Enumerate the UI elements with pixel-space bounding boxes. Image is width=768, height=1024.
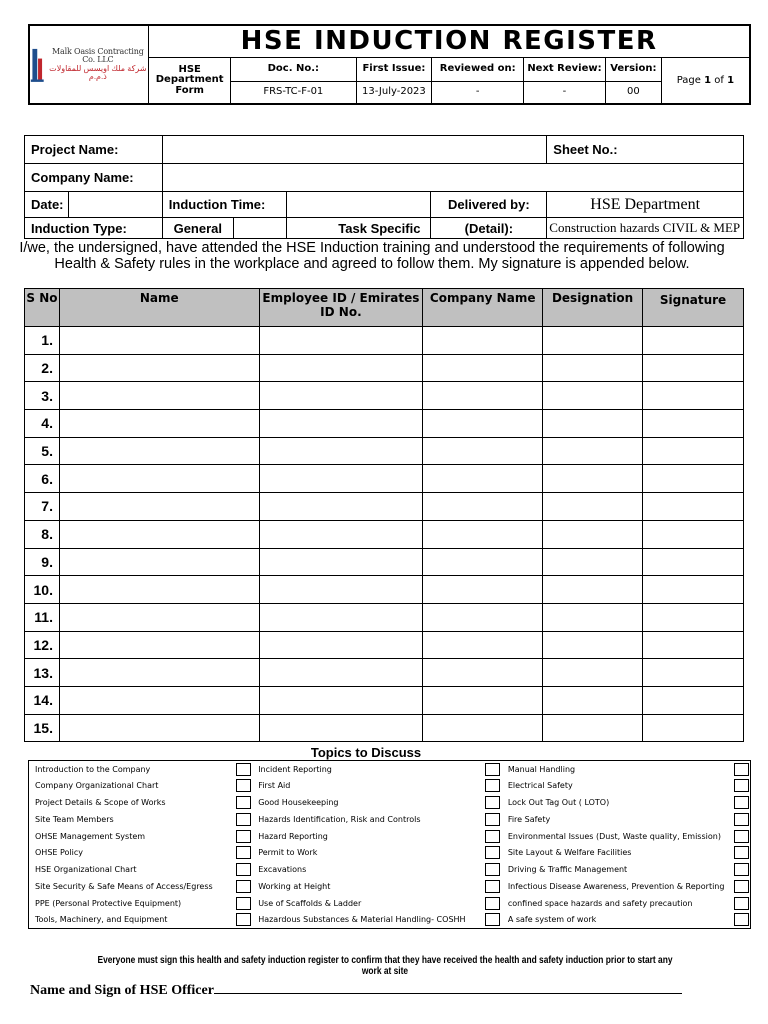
topic-checkbox-cell (484, 828, 502, 845)
topics-title: Topics to Discuss (310, 745, 422, 760)
topic-checkbox[interactable] (734, 813, 749, 826)
name-cell[interactable] (59, 576, 259, 604)
first-issue-value: 13-July-2023 (356, 82, 432, 104)
topic-label: OHSE Management System (35, 831, 146, 841)
topic-checkbox-cell (732, 912, 750, 929)
name-cell[interactable] (59, 686, 259, 714)
sheet-no-field[interactable] (547, 136, 744, 164)
topic-label: Project Details & Scope of Works (35, 797, 166, 807)
induction-type-general-cell (162, 218, 286, 239)
topic-row (29, 861, 751, 878)
page-total: 1 (727, 74, 735, 86)
topic-checkbox-cell (234, 794, 252, 811)
topic-label: Infectious Disease Awareness, Prevention & Reporting (507, 881, 725, 891)
topic-label: Introduction to the Company (35, 764, 151, 774)
topic-label: HSE Organizational Chart (35, 865, 137, 875)
table-row (25, 437, 744, 465)
topic-checkbox[interactable] (236, 897, 251, 910)
table-row (25, 493, 744, 521)
designation-cell[interactable] (543, 465, 643, 493)
table-row (25, 465, 744, 493)
logo-cell (29, 25, 149, 104)
topic-checkbox[interactable] (485, 897, 500, 910)
row-number: 12. (25, 631, 60, 659)
topic-label: OHSE Policy (35, 848, 83, 858)
topic-checkbox-cell (484, 912, 502, 929)
topic-checkbox[interactable] (734, 763, 749, 776)
date-label: Date: (25, 192, 69, 218)
declaration-text: I/we, the undersigned, have attended the HSE Induction training and understood the requirements of following Health & Safety rules in the workplace and agreed to follow them. My signature is appended below. (19, 240, 725, 272)
logo-company-name-ar: شركة ملك اويسس للمقاولات ذ.م.م (49, 63, 147, 81)
name-cell[interactable] (59, 465, 259, 493)
page-title: HSE INDUCTION REGISTER (149, 25, 750, 57)
signature-cell[interactable] (643, 382, 744, 410)
topic-checkbox[interactable] (236, 779, 251, 792)
signature-cell[interactable] (643, 631, 744, 659)
version-value: 00 (605, 82, 661, 104)
company-name-cell[interactable] (423, 576, 543, 604)
date-field[interactable] (68, 192, 162, 218)
topic-label: Company Organizational Chart (35, 781, 159, 791)
row-number: 14. (25, 686, 60, 714)
induction-register-table (24, 288, 744, 742)
hse-officer-label: Name and Sign of HSE Officer (30, 983, 214, 998)
employee-id-cell[interactable] (259, 520, 423, 548)
topic-checkbox-cell (234, 912, 252, 929)
employee-id-cell[interactable] (259, 686, 423, 714)
topic-checkbox[interactable] (734, 863, 749, 876)
designation-cell[interactable] (543, 382, 643, 410)
designation-cell[interactable] (543, 603, 643, 631)
topic-checkbox-cell (732, 777, 750, 794)
employee-id-cell[interactable] (259, 493, 423, 521)
company-name-cell[interactable] (423, 465, 543, 493)
table-row (25, 631, 744, 659)
topic-checkbox-cell (484, 878, 502, 895)
reviewed-value: - (432, 82, 524, 104)
col-header-name: Name (59, 289, 259, 327)
general-checkbox[interactable] (233, 218, 287, 238)
row-number: 5. (25, 437, 60, 465)
topic-row (29, 878, 751, 895)
first-issue-label: First Issue: (356, 57, 432, 81)
hse-officer-signature-line[interactable] (214, 982, 682, 994)
topic-checkbox[interactable] (236, 763, 251, 776)
topic-checkbox-cell (484, 794, 502, 811)
name-cell[interactable] (59, 382, 259, 410)
footer-note: Everyone must sign this health and safety induction register to confirm that they have received the health and safety induction prior to start any work at site (97, 955, 673, 977)
topic-checkbox-cell (732, 895, 750, 912)
topic-checkbox-cell (234, 777, 252, 794)
topic-checkbox[interactable] (236, 846, 251, 859)
name-cell[interactable] (59, 548, 259, 576)
task-specific-label: Task Specific (286, 218, 431, 239)
signature-cell[interactable] (643, 548, 744, 576)
topic-label: Site Security & Safe Means of Access/Egress (35, 881, 213, 891)
topic-row (29, 895, 751, 912)
topic-checkbox[interactable] (734, 913, 749, 926)
company-name-cell[interactable] (423, 410, 543, 438)
topic-label: Lock Out Tag Out ( LOTO) (507, 797, 610, 807)
induction-type-general: General (173, 220, 222, 236)
version-label: Version: (605, 57, 661, 81)
name-cell[interactable] (59, 603, 259, 631)
designation-cell[interactable] (543, 548, 643, 576)
name-cell[interactable] (59, 327, 259, 355)
table-row (25, 327, 744, 355)
topic-checkbox-cell (732, 794, 750, 811)
designation-cell[interactable] (543, 327, 643, 355)
topic-label: Hazard Reporting (258, 831, 328, 841)
name-cell[interactable] (59, 410, 259, 438)
company-name-cell[interactable] (423, 493, 543, 521)
designation-cell[interactable] (543, 714, 643, 742)
topic-checkbox[interactable] (485, 913, 500, 926)
employee-id-cell[interactable] (259, 382, 423, 410)
topic-checkbox-cell (732, 761, 750, 778)
row-number: 4. (25, 410, 60, 438)
signature-cell[interactable] (643, 686, 744, 714)
topic-label: Electrical Safety (507, 781, 573, 791)
project-info-table (24, 135, 744, 239)
company-name-label: Company Name: (25, 164, 163, 192)
topic-label: Excavations (258, 865, 307, 875)
topic-label: Hazardous Substances & Material Handling- COSHH (258, 915, 466, 925)
company-name-cell[interactable] (423, 382, 543, 410)
detail-value[interactable]: Construction hazards CIVIL & MEP (547, 218, 744, 239)
next-review-label: Next Review: (524, 57, 606, 81)
form-type: HSE Department Form (149, 57, 231, 104)
table-row (25, 382, 744, 410)
company-name-cell[interactable] (423, 714, 543, 742)
row-number: 9. (25, 548, 60, 576)
topic-checkbox-cell (234, 761, 252, 778)
designation-cell[interactable] (543, 437, 643, 465)
signature-cell[interactable] (643, 659, 744, 687)
detail-label: (Detail): (431, 218, 547, 239)
topic-label: Use of Scaffolds & Ladder (258, 898, 362, 908)
topic-checkbox-cell (234, 828, 252, 845)
topic-label: Incident Reporting (258, 764, 332, 774)
row-number: 2. (25, 354, 60, 382)
company-name-field[interactable] (162, 164, 743, 192)
table-row (25, 603, 744, 631)
topic-checkbox-cell (484, 811, 502, 828)
name-cell[interactable] (59, 714, 259, 742)
topic-checkbox[interactable] (734, 880, 749, 893)
name-cell[interactable] (59, 520, 259, 548)
name-cell[interactable] (59, 659, 259, 687)
topic-checkbox[interactable] (485, 813, 500, 826)
table-row (25, 659, 744, 687)
doc-no-label: Doc. No.: (231, 57, 356, 81)
col-header-company: Company Name (423, 289, 543, 327)
logo-company-name-en: Malk Oasis Contracting Co. LLC (52, 46, 144, 65)
row-number: 11. (25, 603, 60, 631)
topic-checkbox-cell (732, 878, 750, 895)
name-cell[interactable] (59, 631, 259, 659)
employee-id-cell[interactable] (259, 576, 423, 604)
company-name-cell[interactable] (423, 548, 543, 576)
topic-checkbox[interactable] (236, 830, 251, 843)
signature-cell[interactable] (643, 576, 744, 604)
table-row (25, 686, 744, 714)
topic-label: First Aid (258, 781, 291, 791)
hse-officer-signature (30, 982, 682, 999)
employee-id-cell[interactable] (259, 410, 423, 438)
topic-checkbox[interactable] (485, 796, 500, 809)
table-row (25, 576, 744, 604)
topic-label: Working at Height (258, 881, 331, 891)
employee-id-cell[interactable] (259, 631, 423, 659)
row-number: 15. (25, 714, 60, 742)
topic-row (29, 777, 751, 794)
signature-cell[interactable] (643, 714, 744, 742)
topic-checkbox-cell (234, 895, 252, 912)
topic-label: Site Layout & Welfare Facilities (507, 848, 632, 858)
employee-id-cell[interactable] (259, 714, 423, 742)
topic-checkbox-cell (484, 777, 502, 794)
topic-label: A safe system of work (507, 915, 597, 925)
topic-checkbox[interactable] (734, 779, 749, 792)
company-name-cell[interactable] (423, 520, 543, 548)
induction-time-field[interactable] (286, 192, 431, 218)
document-header (28, 24, 751, 105)
topic-label: Hazards Identification, Risk and Controls (258, 814, 421, 824)
topic-checkbox[interactable] (734, 897, 749, 910)
employee-id-cell[interactable] (259, 354, 423, 382)
topic-label: Manual Handling (507, 764, 576, 774)
employee-id-cell[interactable] (259, 327, 423, 355)
induction-time-label: Induction Time: (162, 192, 286, 218)
topic-checkbox-cell (484, 895, 502, 912)
reviewed-label: Reviewed on: (432, 57, 524, 81)
topic-label: Driving & Traffic Management (507, 865, 628, 875)
designation-cell[interactable] (543, 631, 643, 659)
row-number: 10. (25, 576, 60, 604)
topic-checkbox[interactable] (734, 796, 749, 809)
topic-label: Permit to Work (258, 848, 318, 858)
table-row (25, 714, 744, 742)
topic-checkbox-cell (732, 861, 750, 878)
topic-label: Fire Safety (507, 814, 551, 824)
topic-row (29, 912, 751, 929)
table-row (25, 520, 744, 548)
topic-label: Good Housekeeping (258, 797, 339, 807)
designation-cell[interactable] (543, 493, 643, 521)
col-header-signature: Signature (643, 289, 744, 327)
topic-checkbox[interactable] (734, 846, 749, 859)
col-header-sno: S No (25, 289, 60, 327)
topic-row (29, 828, 751, 845)
topic-checkbox[interactable] (485, 880, 500, 893)
name-cell[interactable] (59, 354, 259, 382)
company-name-cell[interactable] (423, 354, 543, 382)
topic-checkbox-cell (732, 828, 750, 845)
page-number (661, 57, 750, 104)
designation-cell[interactable] (543, 520, 643, 548)
project-name-field[interactable] (162, 136, 546, 164)
topic-row (29, 844, 751, 861)
topic-checkbox[interactable] (236, 880, 251, 893)
topic-row (29, 761, 751, 778)
row-number: 8. (25, 520, 60, 548)
page-of: of (714, 74, 724, 86)
col-header-employee-id: Employee ID / Emirates ID No. (259, 289, 423, 327)
signature-cell[interactable] (643, 327, 744, 355)
project-name-label: Project Name: (25, 136, 163, 164)
topic-checkbox-cell (484, 844, 502, 861)
topic-checkbox-cell (234, 861, 252, 878)
topic-checkbox[interactable] (236, 813, 251, 826)
table-row (25, 548, 744, 576)
topic-label: Environmental Issues (Dust, Waste quality, Emission) (507, 831, 721, 841)
designation-cell[interactable] (543, 659, 643, 687)
topic-label: Site Team Members (35, 814, 114, 824)
employee-id-cell[interactable] (259, 465, 423, 493)
topic-checkbox[interactable] (485, 846, 500, 859)
topic-checkbox-cell (732, 811, 750, 828)
topic-row (29, 794, 751, 811)
topic-checkbox-cell (484, 861, 502, 878)
designation-cell[interactable] (543, 686, 643, 714)
topic-checkbox[interactable] (236, 913, 251, 926)
signature-cell[interactable] (643, 465, 744, 493)
table-row (25, 410, 744, 438)
topic-checkbox[interactable] (236, 863, 251, 876)
topic-checkbox[interactable] (734, 830, 749, 843)
induction-type-label: Induction Type: (25, 218, 163, 239)
page-prefix: Page (676, 74, 701, 86)
sheet-no-label: Sheet No.: (553, 142, 618, 157)
row-number: 7. (25, 493, 60, 521)
company-name-cell[interactable] (423, 686, 543, 714)
topic-checkbox[interactable] (485, 779, 500, 792)
topic-checkbox-cell (484, 761, 502, 778)
row-number: 13. (25, 659, 60, 687)
delivered-by-value[interactable]: HSE Department (547, 192, 744, 218)
employee-id-cell[interactable] (259, 603, 423, 631)
topic-checkbox-cell (732, 844, 750, 861)
topic-label: PPE (Personal Protective Equipment) (35, 898, 182, 908)
designation-cell[interactable] (543, 576, 643, 604)
register-header-row (25, 289, 744, 327)
topic-checkbox[interactable] (485, 830, 500, 843)
company-name-cell[interactable] (423, 327, 543, 355)
designation-cell[interactable] (543, 354, 643, 382)
signature-cell[interactable] (643, 603, 744, 631)
delivered-by-label: Delivered by: (431, 192, 547, 218)
employee-id-cell[interactable] (259, 548, 423, 576)
topic-checkbox-cell (234, 811, 252, 828)
employee-id-cell[interactable] (259, 659, 423, 687)
company-logo-icon (30, 41, 44, 89)
topic-row (29, 811, 751, 828)
topic-label: Tools, Machinery, and Equipment (35, 915, 168, 925)
signature-cell[interactable] (643, 354, 744, 382)
col-header-designation: Designation (543, 289, 643, 327)
employee-id-cell[interactable] (259, 437, 423, 465)
topic-checkbox[interactable] (485, 763, 500, 776)
topic-checkbox[interactable] (485, 863, 500, 876)
signature-cell[interactable] (643, 437, 744, 465)
topic-label: confined space hazards and safety precaution (507, 898, 693, 908)
company-name-cell[interactable] (423, 659, 543, 687)
signature-cell[interactable] (643, 410, 744, 438)
designation-cell[interactable] (543, 410, 643, 438)
name-cell[interactable] (59, 493, 259, 521)
doc-no-value: FRS-TC-F-01 (231, 82, 356, 104)
next-review-value: - (524, 82, 606, 104)
topic-checkbox[interactable] (236, 796, 251, 809)
row-number: 1. (25, 327, 60, 355)
name-cell[interactable] (59, 437, 259, 465)
company-name-cell[interactable] (423, 437, 543, 465)
table-row (25, 354, 744, 382)
signature-cell[interactable] (643, 520, 744, 548)
row-number: 3. (25, 382, 60, 410)
page-current: 1 (704, 74, 712, 86)
topics-checklist (28, 760, 751, 929)
company-name-cell[interactable] (423, 631, 543, 659)
signature-cell[interactable] (643, 493, 744, 521)
row-number: 6. (25, 465, 60, 493)
company-name-cell[interactable] (423, 603, 543, 631)
topic-checkbox-cell (234, 878, 252, 895)
topic-checkbox-cell (234, 844, 252, 861)
